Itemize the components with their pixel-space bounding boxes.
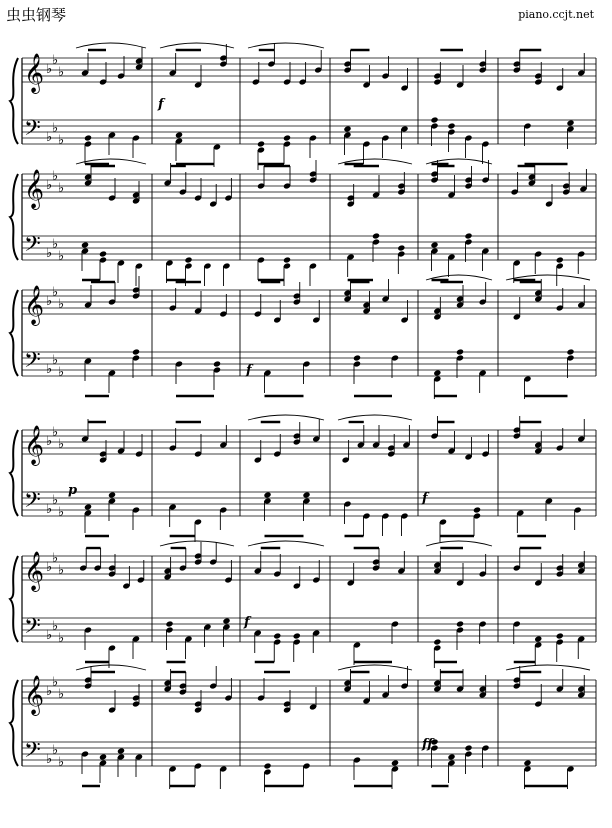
- treble-clef-icon: 𝄞: [24, 169, 45, 209]
- flat-icon: ♭: [58, 133, 65, 148]
- note-head: [534, 635, 542, 642]
- slur: [76, 43, 146, 48]
- slur: [506, 665, 590, 670]
- flat-icon: ♭: [46, 628, 53, 643]
- note-head: [456, 620, 464, 627]
- flat-icon: ♭: [46, 560, 53, 575]
- dynamic-marking: ff: [422, 737, 433, 752]
- flat-icon: ♭: [52, 169, 59, 184]
- slur: [248, 415, 324, 420]
- bass-clef-icon: 𝄢: [24, 348, 41, 378]
- treble-clef-icon: 𝄞: [24, 675, 45, 715]
- note-head: [273, 632, 281, 639]
- brace: [10, 58, 18, 144]
- brace: [10, 174, 18, 260]
- score-system: [10, 43, 596, 170]
- flat-icon: ♭: [46, 684, 53, 699]
- flat-icon: ♭: [46, 752, 53, 767]
- slur: [338, 665, 412, 670]
- brace: [10, 290, 18, 376]
- flat-icon: ♭: [52, 743, 59, 758]
- brace: [10, 430, 18, 516]
- note-head: [283, 256, 291, 263]
- flat-icon: ♭: [58, 755, 65, 770]
- note-head: [302, 491, 310, 498]
- note-head: [175, 131, 183, 138]
- bass-clef-icon: 𝄢: [24, 614, 41, 644]
- flat-icon: ♭: [58, 249, 65, 264]
- dynamic-marking: f: [246, 363, 252, 378]
- flat-icon: ♭: [52, 353, 59, 368]
- note-head: [99, 753, 107, 760]
- treble-clef-icon: 𝄞: [24, 53, 45, 93]
- note-head: [263, 491, 271, 498]
- note-head: [391, 759, 399, 766]
- note-head: [464, 744, 472, 751]
- flat-icon: ♭: [46, 246, 53, 261]
- note-head: [433, 369, 441, 376]
- treble-clef-icon: 𝄞: [24, 285, 45, 325]
- flat-icon: ♭: [52, 285, 59, 300]
- dynamic-marking: p: [68, 483, 78, 498]
- site-name: 虫虫钢琴: [6, 6, 67, 24]
- flat-icon: ♭: [58, 437, 65, 452]
- note-head: [117, 747, 125, 754]
- flat-icon: ♭: [46, 502, 53, 517]
- flat-icon: ♭: [46, 62, 53, 77]
- flat-icon: ♭: [52, 675, 59, 690]
- flat-icon: ♭: [58, 687, 65, 702]
- dynamic-marking: f: [158, 97, 164, 112]
- score-system: [10, 159, 596, 286]
- slur: [248, 43, 324, 48]
- note-head: [397, 244, 405, 251]
- flat-icon: ♭: [52, 425, 59, 440]
- note-head: [433, 638, 441, 645]
- note-head: [566, 119, 574, 126]
- flat-icon: ♭: [46, 434, 53, 449]
- bass-clef-icon: 𝄢: [24, 232, 41, 262]
- score-system: [10, 415, 596, 542]
- treble-clef-icon: 𝄞: [24, 425, 45, 465]
- score-system: [10, 275, 596, 399]
- note-head: [165, 620, 173, 627]
- note-head: [523, 759, 531, 766]
- flat-icon: ♭: [58, 631, 65, 646]
- note-head: [566, 348, 574, 355]
- flat-icon: ♭: [58, 505, 65, 520]
- note-head: [430, 241, 438, 248]
- note-head: [213, 360, 221, 367]
- score-system: [10, 541, 596, 668]
- note-head: [343, 125, 351, 132]
- note-head: [132, 348, 140, 355]
- flat-icon: ♭: [58, 563, 65, 578]
- treble-clef-icon: 𝄞: [24, 551, 45, 591]
- note-head: [257, 140, 265, 147]
- slur: [248, 541, 324, 546]
- slur: [338, 415, 412, 420]
- note-head: [184, 256, 192, 263]
- note-head: [464, 232, 472, 239]
- slur: [160, 541, 234, 546]
- flat-icon: ♭: [46, 362, 53, 377]
- note-head: [222, 617, 230, 624]
- note-head: [353, 354, 361, 361]
- note-head: [473, 506, 481, 513]
- note-head: [372, 232, 380, 239]
- dynamic-marking: f: [244, 615, 250, 630]
- flat-icon: ♭: [52, 121, 59, 136]
- note-head: [456, 348, 464, 355]
- bass-clef-icon: 𝄢: [24, 116, 41, 146]
- note-head: [556, 632, 564, 639]
- note-head: [263, 762, 271, 769]
- brace: [10, 680, 18, 766]
- slur: [426, 541, 492, 546]
- flat-icon: ♭: [52, 237, 59, 252]
- flat-icon: ♭: [58, 65, 65, 80]
- note-head: [283, 134, 291, 141]
- slur: [76, 665, 146, 670]
- note-head: [84, 134, 92, 141]
- flat-icon: ♭: [58, 365, 65, 380]
- score-system: [10, 665, 596, 792]
- flat-icon: ♭: [52, 493, 59, 508]
- flat-icon: ♭: [58, 181, 65, 196]
- note-head: [81, 241, 89, 248]
- note-head: [556, 256, 564, 263]
- note-head: [108, 491, 116, 498]
- flat-icon: ♭: [52, 551, 59, 566]
- site-url: piano.ccjt.net: [518, 8, 594, 21]
- flat-icon: ♭: [52, 619, 59, 634]
- brace: [10, 556, 18, 642]
- bass-clef-icon: 𝄢: [24, 488, 41, 518]
- flat-icon: ♭: [46, 294, 53, 309]
- bass-clef-icon: 𝄢: [24, 738, 41, 768]
- note-head: [293, 632, 301, 639]
- note-head: [447, 753, 455, 760]
- note-head: [84, 503, 92, 510]
- slur: [160, 43, 234, 48]
- dynamic-marking: f: [422, 491, 428, 506]
- note-head: [447, 122, 455, 129]
- flat-icon: ♭: [58, 297, 65, 312]
- flat-icon: ♭: [46, 130, 53, 145]
- note-head: [430, 116, 438, 123]
- flat-icon: ♭: [46, 178, 53, 193]
- note-head: [99, 250, 107, 257]
- flat-icon: ♭: [52, 53, 59, 68]
